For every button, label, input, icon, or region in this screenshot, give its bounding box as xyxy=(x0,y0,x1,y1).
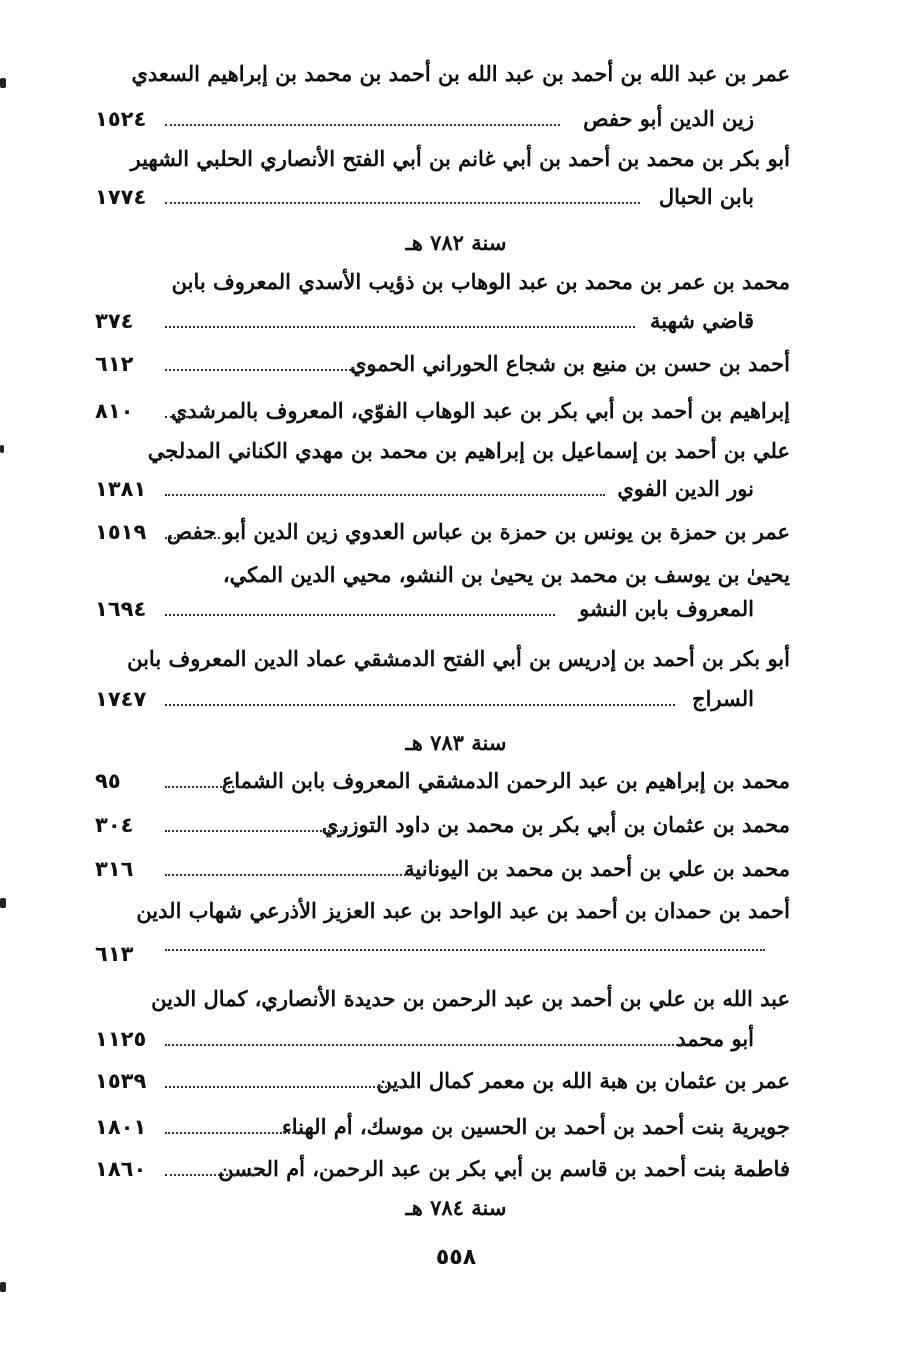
entry-name: بابن الحبال xyxy=(658,184,754,209)
index-entry-line xyxy=(95,392,790,430)
index-entry-line xyxy=(95,556,790,594)
entry-name: فاطمة بنت أحمد بن قاسم بن أبي بكر بن عبد الرحمن، أم الحسن xyxy=(218,1156,790,1181)
index-entry-line xyxy=(95,1108,790,1146)
leader-dots xyxy=(165,614,555,616)
index-entry-line xyxy=(95,55,790,93)
index-entry-line xyxy=(95,140,790,178)
entry-page-number: ١٥٢٤ xyxy=(95,107,147,131)
index-entry-line xyxy=(95,263,790,301)
entry-page-number: ١٣٨١ xyxy=(95,477,147,501)
index-entry-line xyxy=(95,680,790,718)
leader-dots xyxy=(165,537,220,539)
leader-dots xyxy=(165,1174,260,1176)
entry-name: محمد بن عثمان بن أبي بكر بن محمد بن داود التوزري xyxy=(321,812,790,837)
entry-name: محمد بن عمر بن محمد بن عبد الوهاب بن ذؤيب الأسدي المعروف بابن xyxy=(171,269,790,294)
leader-dots xyxy=(165,1044,685,1046)
index-entry-line xyxy=(95,892,790,930)
entry-name: عبد الله بن علي بن أحمد بن عبد الرحمن بن حديدة الأنصاري، كمال الدين xyxy=(151,986,790,1011)
leader-dots xyxy=(165,874,425,876)
entry-name: محمد بن علي بن أحمد بن محمد بن اليونانية xyxy=(404,856,790,881)
entry-name: نور الدين الفوي xyxy=(617,476,754,501)
entry-name: أبو بكر بن أحمد بن إدريس بن أبي الفتح الدمشقي عماد الدين المعروف بابن xyxy=(127,646,790,671)
entry-page-number: ٦١٢ xyxy=(95,352,134,376)
index-entry-line xyxy=(95,470,790,508)
scan-margin-mark xyxy=(0,445,4,453)
leader-dots xyxy=(165,1086,415,1088)
scan-margin-mark xyxy=(0,78,6,88)
entry-page-number: ١٧٤٧ xyxy=(95,687,147,711)
leader-dots xyxy=(165,949,765,951)
leader-dots xyxy=(165,494,605,496)
index-entry-line xyxy=(95,345,790,383)
entry-name: أحمد بن حمدان بن أحمد بن عبد الواحد بن عبد العزيز الأذرعي شهاب الدين xyxy=(136,898,790,923)
entry-page-number: ١٨٦٠ xyxy=(95,1157,147,1181)
index-entry-line xyxy=(95,806,790,844)
entry-name: علي بن أحمد بن إسماعيل بن إبراهيم بن محمد بن مهدي الكناني المدلجي xyxy=(147,438,790,463)
year-heading: سنة ٧٨٤ هـ xyxy=(405,1195,507,1220)
index-entry-line xyxy=(95,1150,790,1188)
leader-dots xyxy=(165,124,560,126)
entry-name: أحمد بن حسن بن منيع بن شجاع الحوراني الحموي xyxy=(349,351,790,376)
index-entry-line xyxy=(95,850,790,888)
entry-name: أبو محمد xyxy=(676,1026,754,1051)
entry-page-number: ١٨٠١ xyxy=(95,1115,147,1139)
entry-page-number: ٦١٣ xyxy=(95,942,134,966)
leader-dots xyxy=(165,830,345,832)
entry-name: إبراهيم بن أحمد بن أبي بكر بن عبد الوهاب الفوّي، المعروف بالمرشدي xyxy=(170,398,790,423)
index-entry-line xyxy=(95,640,790,678)
scan-margin-mark xyxy=(0,898,6,908)
entry-page-number: ١٥٣٩ xyxy=(95,1069,147,1093)
entry-name: يحيىٰ بن يوسف بن محمد بن يحيىٰ بن النشو، محيي الدين المكي، xyxy=(222,562,790,587)
index-entry-line xyxy=(95,1020,790,1058)
index-entry-line xyxy=(95,762,790,800)
leader-dots xyxy=(165,786,250,788)
page-number: ٥٥٨ xyxy=(435,1245,477,1270)
entry-page-number: ٣٠٤ xyxy=(95,813,134,837)
index-entry-line xyxy=(95,980,790,1018)
index-entry-line xyxy=(95,302,790,340)
leader-dots xyxy=(165,202,640,204)
index-entry-line xyxy=(95,1062,790,1100)
index-entry-line xyxy=(95,100,790,138)
entry-name: جويرية بنت أحمد بن أحمد بن الحسين بن موسك، أم الهناء xyxy=(281,1114,790,1139)
index-entry-line xyxy=(95,178,790,216)
entry-name: المعروف بابن النشو xyxy=(579,596,754,621)
entry-name: زين الدين أبو حفص xyxy=(583,106,754,131)
entry-page-number: ١٦٩٤ xyxy=(95,597,147,621)
entry-name: عمر بن عثمان بن هبة الله بن معمر كمال الدين xyxy=(376,1068,790,1093)
entry-page-number: ١٥١٩ xyxy=(95,520,147,544)
entry-page-number: ٣١٦ xyxy=(95,857,134,881)
entry-page-number: ١١٢٥ xyxy=(95,1027,147,1051)
leader-dots xyxy=(165,1132,305,1134)
entry-name: محمد بن إبراهيم بن عبد الرحمن الدمشقي المعروف بابن الشماع xyxy=(221,768,790,793)
entry-name: قاضي شهبة xyxy=(650,308,754,333)
entry-page-number: ٩٥ xyxy=(95,769,121,793)
index-entry-line xyxy=(95,513,790,551)
index-entry-line xyxy=(95,432,790,470)
leader-dots xyxy=(165,416,200,418)
leader-dots xyxy=(165,326,635,328)
entry-name: أبو بكر بن محمد بن أحمد بن أبي غانم بن أبي الفتح الأنصاري الحلبي الشهير xyxy=(130,146,790,171)
year-heading: سنة ٧٨٢ هـ xyxy=(405,230,507,255)
entry-name: السراج xyxy=(692,686,754,711)
scan-margin-mark xyxy=(0,1282,6,1292)
entry-name: عمر بن عبد الله بن أحمد بن عبد الله بن أحمد بن محمد بن إبراهيم السعدي xyxy=(131,61,790,86)
entry-page-number: ٣٧٤ xyxy=(95,309,134,333)
entry-page-number: ٨١٠ xyxy=(95,399,134,423)
index-entry-line xyxy=(95,935,790,973)
leader-dots xyxy=(165,369,355,371)
index-entry-line xyxy=(95,590,790,628)
entry-page-number: ١٧٧٤ xyxy=(95,185,147,209)
leader-dots xyxy=(165,704,675,706)
entry-name: عمر بن حمزة بن يونس بن حمزة بن عباس العدوي زين الدين أبو حفص xyxy=(166,519,790,544)
year-heading: سنة ٧٨٣ هـ xyxy=(405,730,507,755)
